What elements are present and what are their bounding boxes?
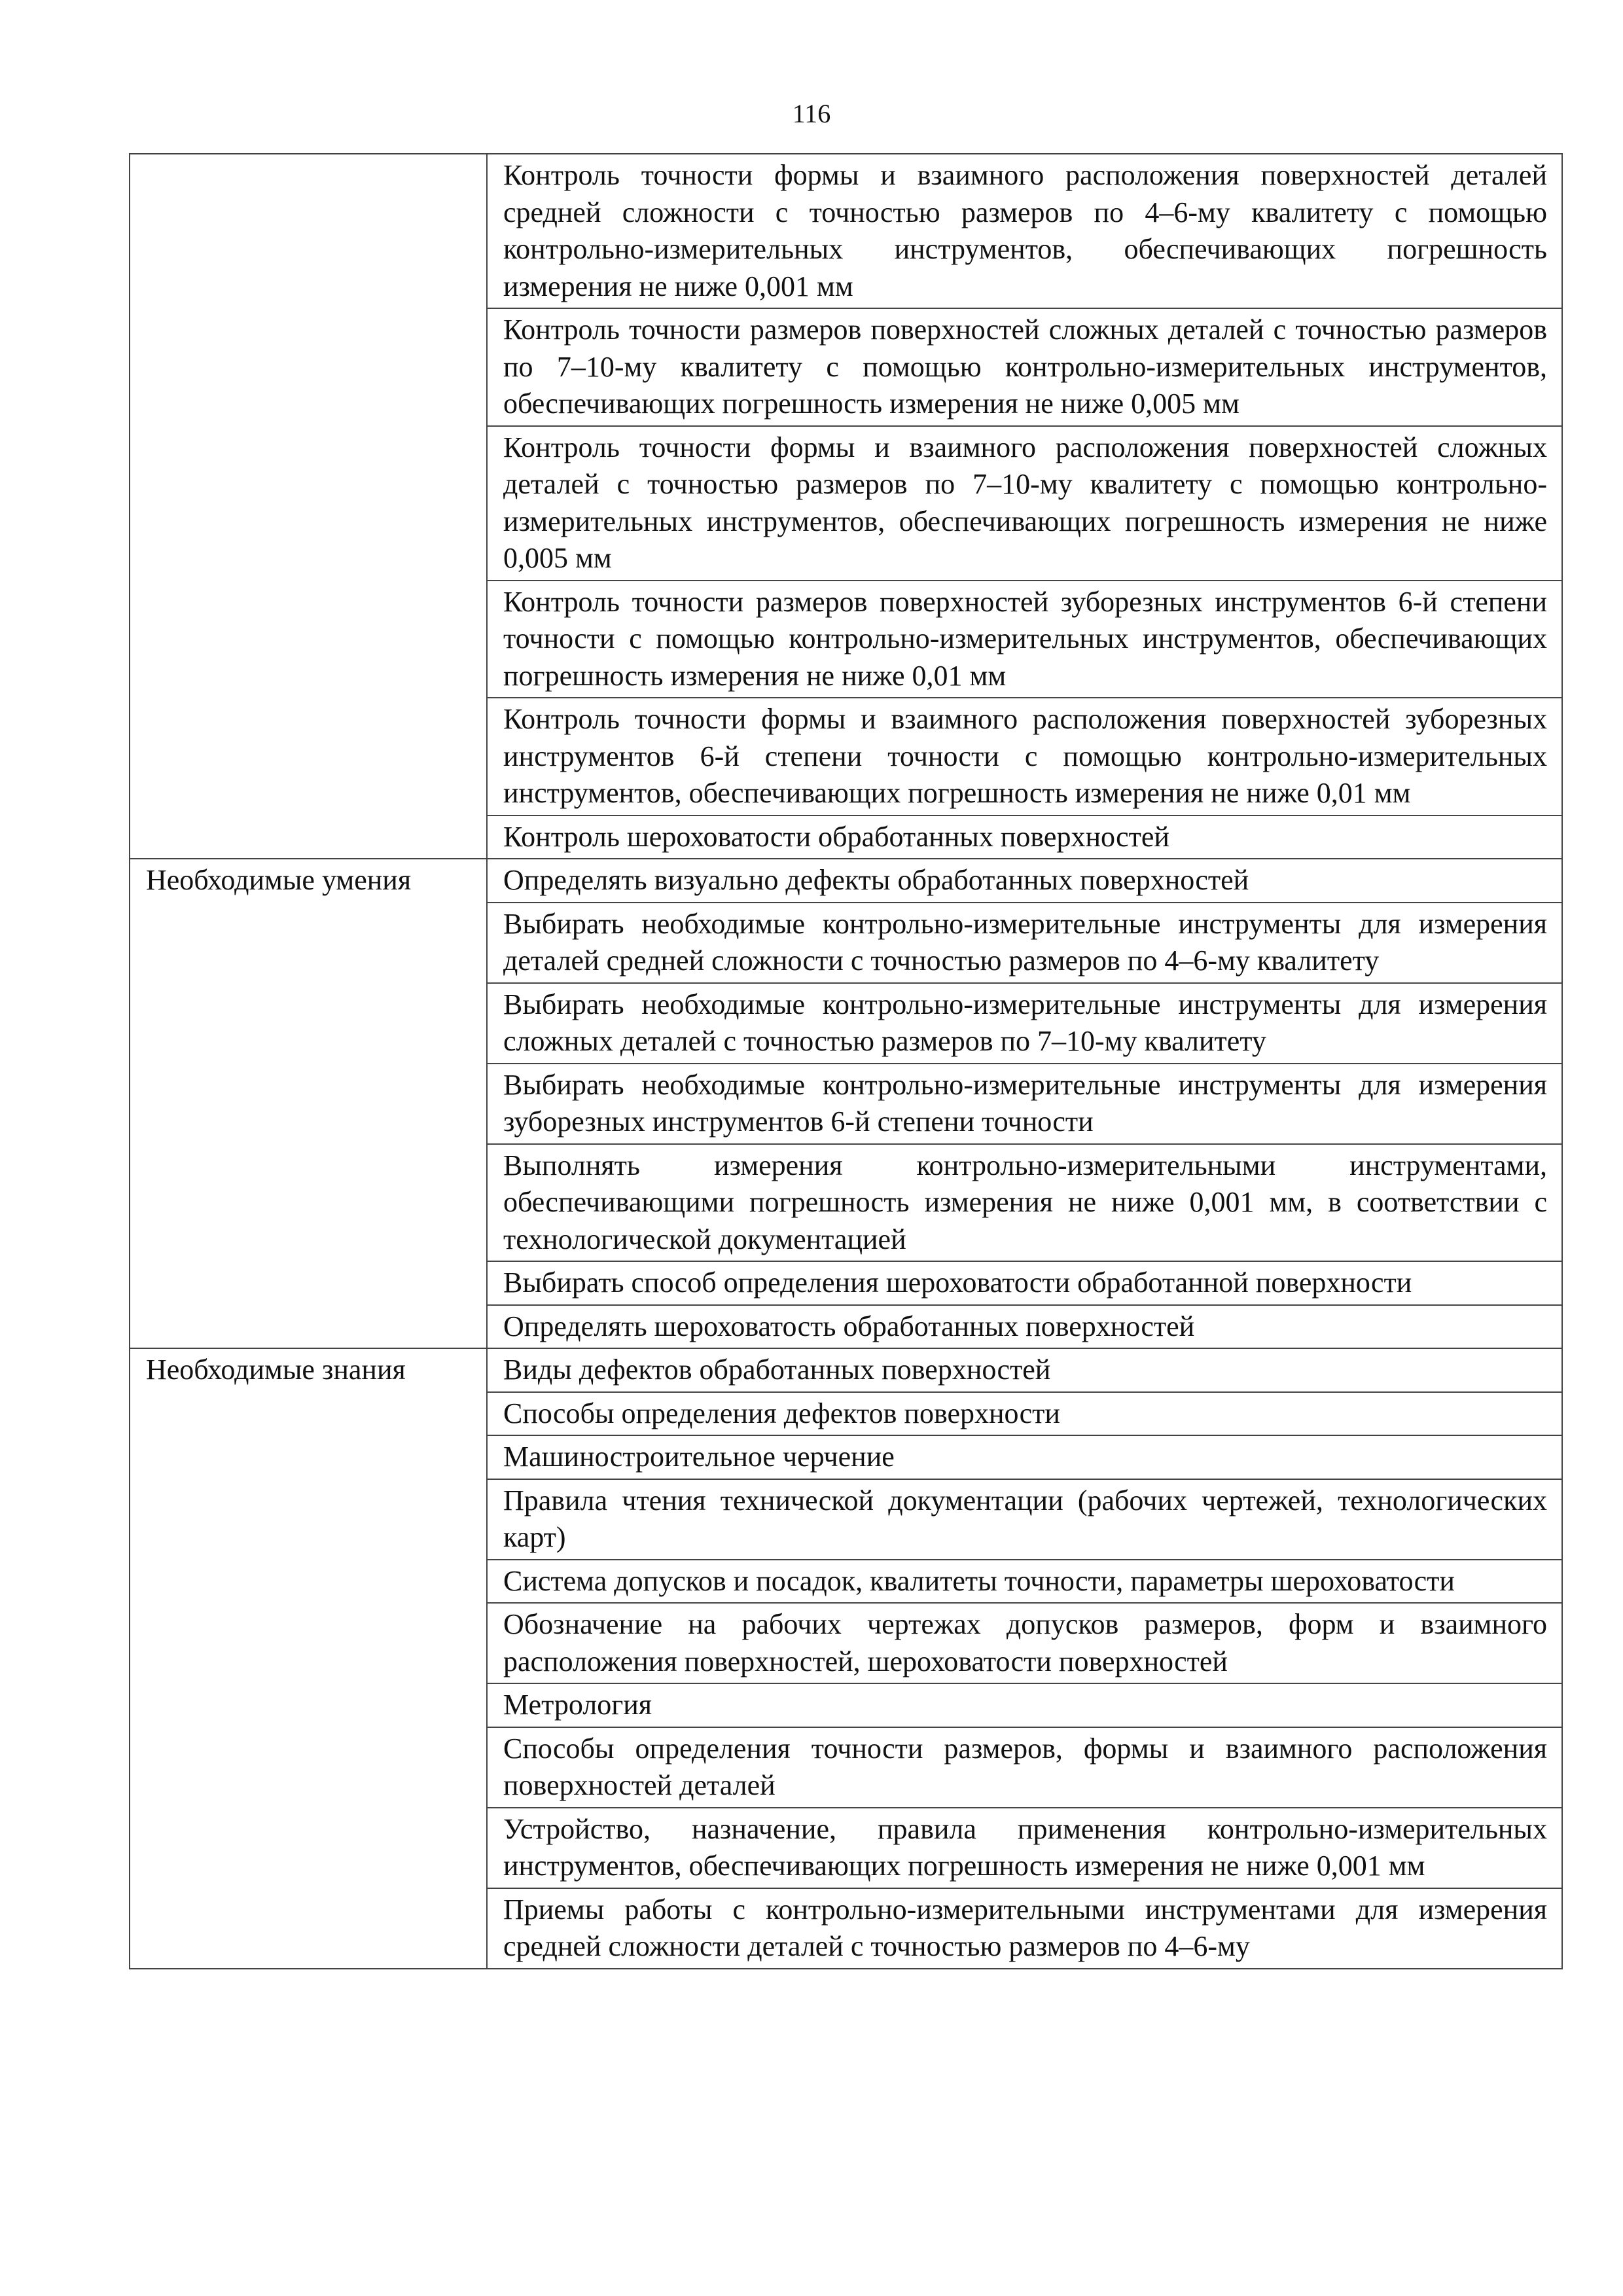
competency-table xyxy=(129,153,1563,1969)
requirement-cell: Выполнять измерения контрольно-измерительными инструментами, обеспечивающими погрешность измерения не ниже 0,001 мм, в соответствии с технологической документацией xyxy=(487,1144,1562,1262)
requirement-cell: Правила чтения технической документации (рабочих чертежей, технологических карт) xyxy=(487,1479,1562,1560)
requirement-cell: Машиностроительное черчение xyxy=(487,1435,1562,1479)
table-row xyxy=(130,1348,1562,1392)
requirement-cell: Контроль точности формы и взаимного расположения поверхностей зуборезных инструментов 6-й степени точности с помощью контрольно-измерительных инструментов, обеспечивающих погрешность измерения не ниже 0,01 мм xyxy=(487,698,1562,816)
requirement-cell: Контроль точности размеров поверхностей сложных деталей с точностью размеров по 7–10-му квалитету с помощью контрольно-измерительных инструментов, обеспечивающих погрешность измерения не ниже 0,005 мм xyxy=(487,308,1562,426)
requirement-cell: Обозначение на рабочих чертежах допусков размеров, форм и взаимного расположения поверхностей, шероховатости поверхностей xyxy=(487,1603,1562,1683)
table-row xyxy=(130,154,1562,308)
requirement-cell: Контроль точности формы и взаимного расположения поверхностей деталей средней сложности с точностью размеров по 4–6-му квалитету с помощью контрольно-измерительных инструментов, обеспечивающих погрешность измерения не ниже 0,001 мм xyxy=(487,154,1562,308)
requirement-cell: Способы определения дефектов поверхности xyxy=(487,1392,1562,1436)
requirement-cell: Устройство, назначение, правила применения контрольно-измерительных инструментов, обеспечивающих погрешность измерения не ниже 0,001 мм xyxy=(487,1808,1562,1888)
requirement-cell: Контроль точности размеров поверхностей зуборезных инструментов 6-й степени точности с помощью контрольно-измерительных инструментов, обеспечивающих погрешность измерения не ниже 0,01 мм xyxy=(487,581,1562,698)
requirement-cell: Выбирать необходимые контрольно-измерительные инструменты для измерения сложных деталей с точностью размеров по 7–10-му квалитету xyxy=(487,983,1562,1064)
requirement-cell: Контроль точности формы и взаимного расположения поверхностей сложных деталей с точностью размеров по 7–10-му квалитету с помощью контрольно-измерительных инструментов, обеспечивающих погрешность измерения не ниже 0,005 мм xyxy=(487,426,1562,581)
requirement-cell: Контроль шероховатости обработанных поверхностей xyxy=(487,816,1562,859)
requirement-cell: Выбирать способ определения шероховатости обработанной поверхности xyxy=(487,1261,1562,1305)
requirement-cell: Выбирать необходимые контрольно-измерительные инструменты для измерения деталей средней сложности с точностью размеров по 4–6-му квалитету xyxy=(487,903,1562,983)
page-number: 116 xyxy=(792,99,831,128)
requirement-cell: Система допусков и посадок, квалитеты точности, параметры шероховатости xyxy=(487,1560,1562,1604)
requirement-cell: Определять визуально дефекты обработанных поверхностей xyxy=(487,859,1562,903)
requirement-cell: Виды дефектов обработанных поверхностей xyxy=(487,1348,1562,1392)
requirement-cell: Выбирать необходимые контрольно-измерительные инструменты для измерения зуборезных инструментов 6-й степени точности xyxy=(487,1064,1562,1144)
requirement-cell: Определять шероховатость обработанных поверхностей xyxy=(487,1305,1562,1349)
requirement-cell: Способы определения точности размеров, формы и взаимного расположения поверхностей деталей xyxy=(487,1727,1562,1808)
section-label-cell: Необходимые умения xyxy=(130,859,487,1348)
requirement-cell: Приемы работы с контрольно-измерительными инструментами для измерения средней сложности деталей с точностью размеров по 4–6-му xyxy=(487,1888,1562,1969)
table-row xyxy=(130,859,1562,903)
section-label-cell: Необходимые знания xyxy=(130,1348,487,1969)
section-label-cell xyxy=(130,154,487,859)
requirement-cell: Метрология xyxy=(487,1683,1562,1727)
